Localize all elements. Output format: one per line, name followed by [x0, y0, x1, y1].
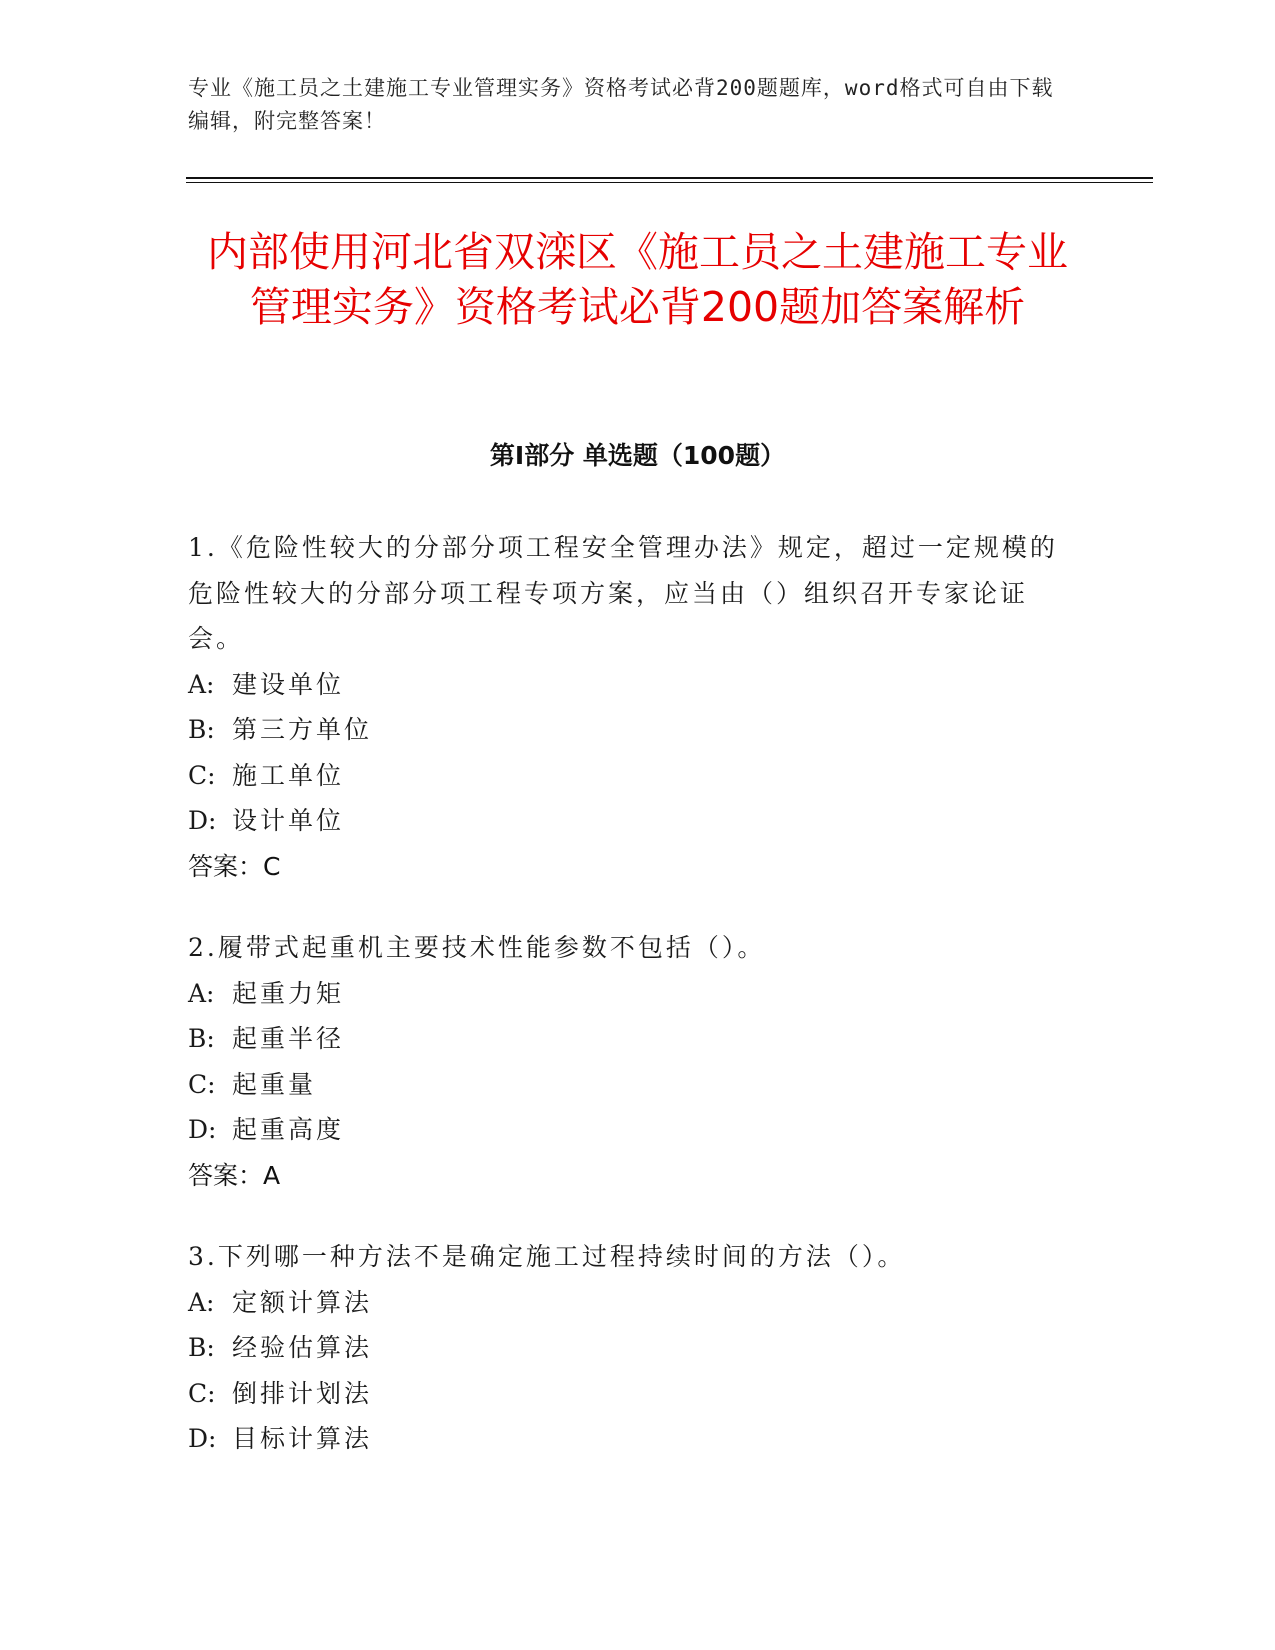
option-key: D:: [188, 806, 217, 835]
option-text: 起重力矩: [232, 978, 345, 1008]
option-text: 设计单位: [232, 806, 345, 835]
option-text: 起重量: [232, 1069, 317, 1099]
option-key: B:: [188, 1333, 215, 1362]
section-title: 第I部分 单选题（100题）: [489, 441, 786, 470]
option-text: 定额计算法: [232, 1287, 373, 1317]
question-list: [188, 525, 1068, 1498]
option-text: 起重半径: [232, 1024, 345, 1053]
option-key: C:: [188, 760, 216, 790]
option-a: [188, 1280, 1068, 1326]
question-text: 3.下列哪一种方法不是确定施工过程持续时间的方法（）。: [188, 1242, 906, 1271]
question-item: [188, 1234, 1068, 1462]
option-c: [188, 1062, 1068, 1108]
option-key: D:: [188, 1424, 217, 1453]
option-d: [188, 1416, 1068, 1462]
option-key: B:: [188, 715, 215, 744]
option-key: C:: [188, 1378, 216, 1408]
option-text: 目标计算法: [232, 1424, 373, 1453]
option-c: [188, 753, 1068, 799]
option-a: [188, 971, 1068, 1017]
option-key: A:: [188, 978, 215, 1008]
option-b: [188, 707, 1068, 753]
option-text: 建设单位: [232, 669, 345, 699]
option-c: [188, 1371, 1068, 1417]
answer-line: 答案：A: [188, 1160, 281, 1190]
header-rule-thin: [186, 182, 1153, 183]
option-key: B:: [188, 1024, 215, 1053]
option-a: [188, 662, 1068, 708]
option-d: [188, 798, 1068, 844]
option-text: 起重高度: [232, 1115, 345, 1144]
option-d: [188, 1107, 1068, 1153]
header-note: 专业《施工员之土建施工专业管理实务》资格考试必背200题题库，word格式可自由下载编辑，附完整答案！: [188, 76, 1054, 133]
question-item: [188, 925, 1068, 1198]
option-b: [188, 1325, 1068, 1371]
question-text: 1.《危险性较大的分部分项工程安全管理办法》规定，超过一定规模的危险性较大的分部分项工程专项方案，应当由（）组织召开专家论证会。: [188, 533, 1058, 653]
option-b: [188, 1016, 1068, 1062]
header-rule-thick: [186, 177, 1153, 179]
option-text: 经验估算法: [232, 1333, 373, 1362]
option-key: A:: [188, 1287, 215, 1317]
option-text: 倒排计划法: [232, 1378, 373, 1408]
option-key: A:: [188, 669, 215, 699]
option-text: 第三方单位: [232, 715, 373, 744]
option-text: 施工单位: [232, 760, 345, 790]
question-item: [188, 525, 1068, 889]
option-key: C:: [188, 1069, 216, 1099]
question-text: 2.履带式起重机主要技术性能参数不包括（）。: [188, 933, 766, 962]
option-key: D:: [188, 1115, 217, 1144]
answer-line: 答案：C: [188, 851, 281, 881]
document-title: 内部使用河北省双滦区《施工员之土建施工专业管理实务》资格考试必背200题加答案解析: [207, 228, 1068, 331]
